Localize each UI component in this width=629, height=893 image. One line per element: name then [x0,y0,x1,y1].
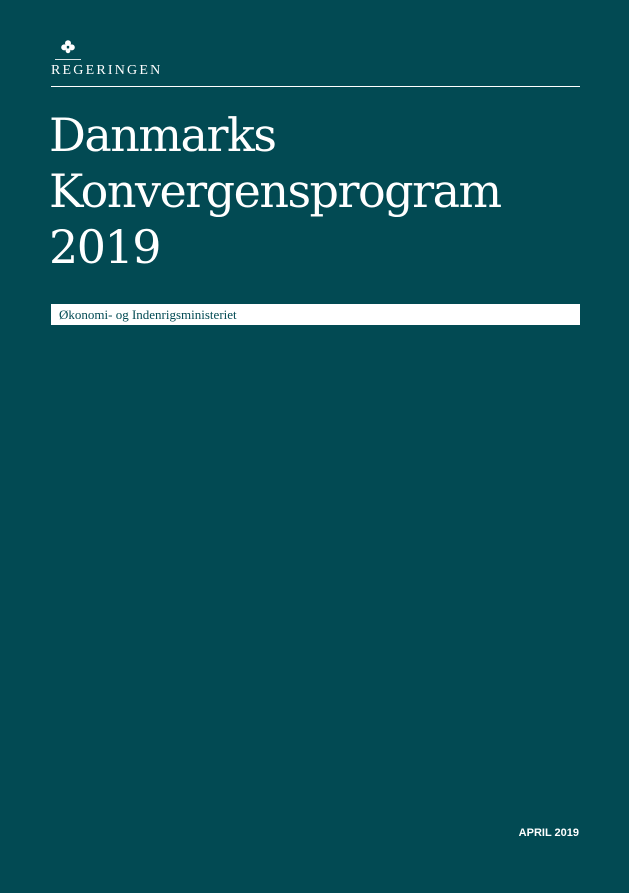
publication-date: APRIL 2019 [518,827,579,839]
page-title [49,107,609,275]
header-rule [51,86,580,87]
title-line-2: Konvergensprogram [49,164,501,218]
title-line-1: Danmarks [49,108,276,162]
logo-divider [55,59,81,60]
logo-wordmark: REGERINGEN [51,63,163,78]
title-line-3: 2019 [49,220,161,274]
ministry-label: Økonomi- og Indenrigsministeriet [51,304,580,325]
clover-crown-icon [60,39,76,55]
